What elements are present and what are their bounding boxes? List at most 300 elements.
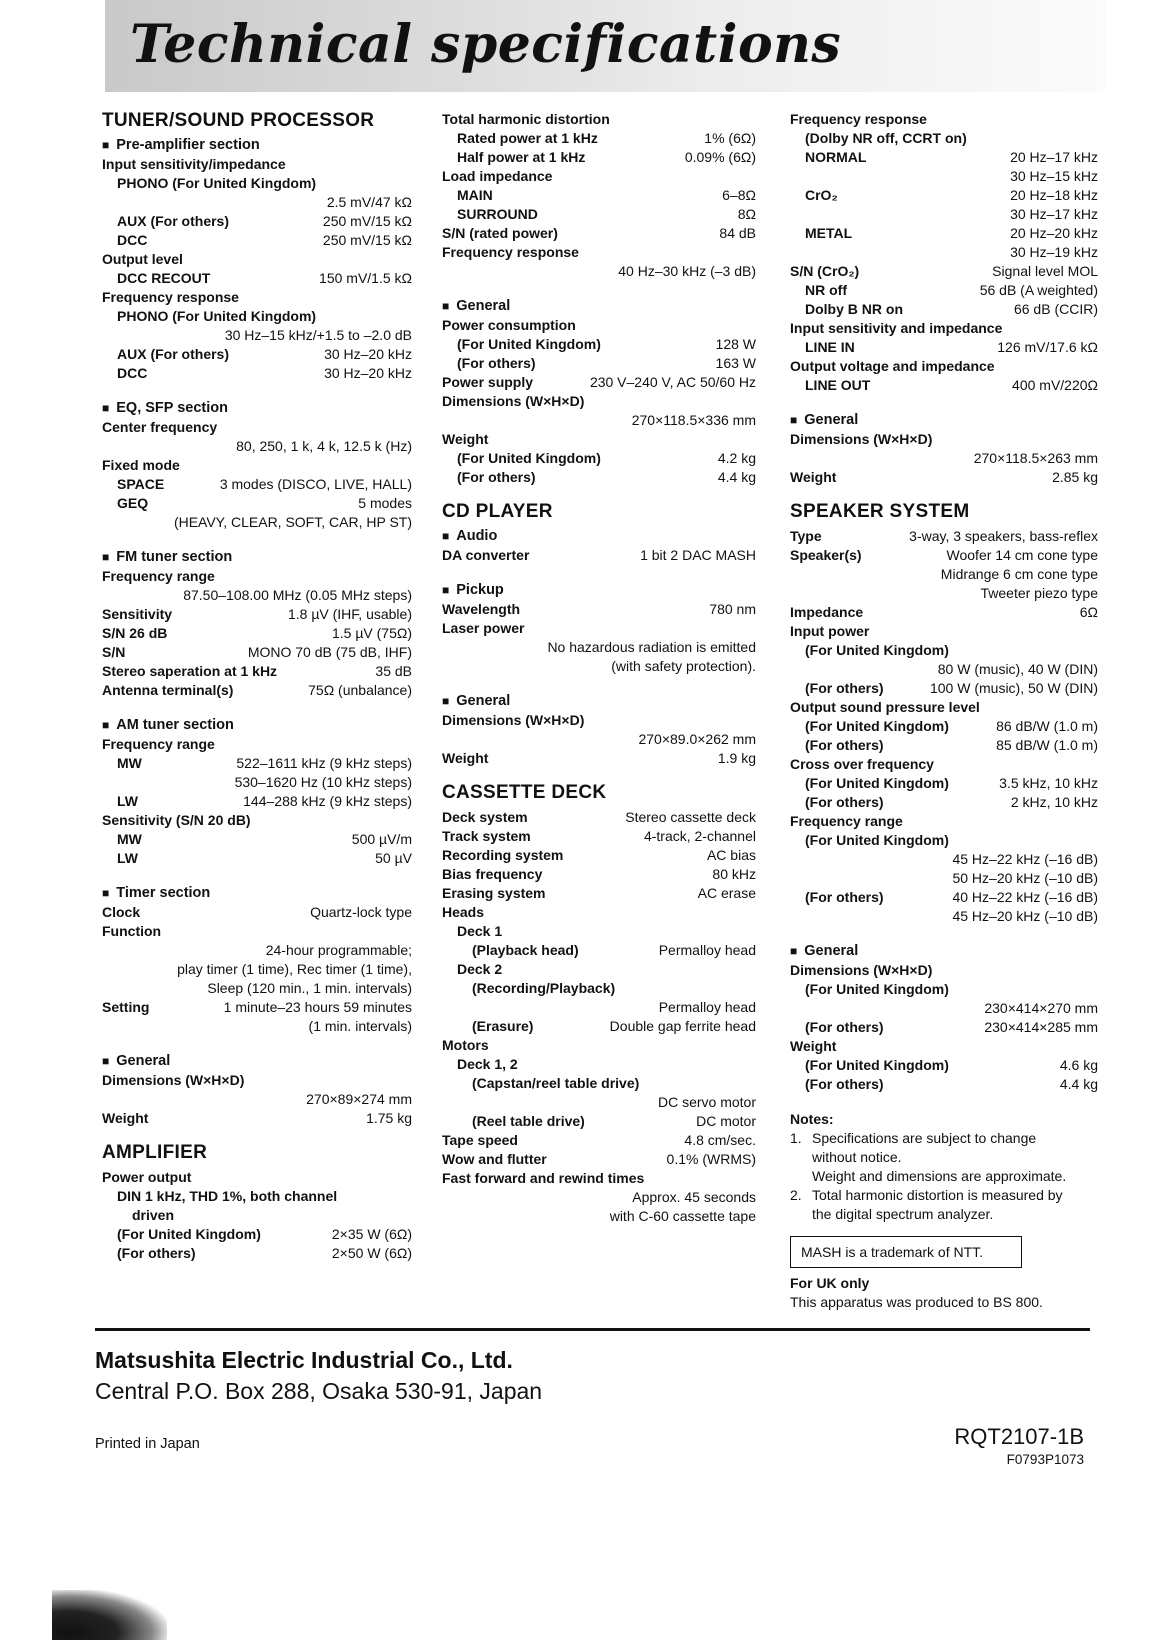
spec-row — [790, 888, 1098, 907]
spec-value: 0.1% (WRMS) — [666, 1151, 756, 1167]
spec-value: 230×414×285 mm — [984, 1019, 1098, 1035]
spec-label: Motors — [442, 1037, 489, 1053]
spec-label: Antenna terminal(s) — [102, 682, 234, 698]
spec-label: Frequency range — [102, 736, 215, 752]
spec-value: 530–1620 Hz (10 kHz steps) — [234, 774, 412, 790]
spec-label: Stereo saperation at 1 kHz — [102, 663, 278, 679]
spec-row — [442, 1055, 756, 1074]
spec-row — [790, 281, 1098, 300]
spec-value: 50 Hz–20 kHz (–10 dB) — [952, 870, 1098, 886]
spec-row — [442, 316, 756, 335]
spec-row — [442, 865, 756, 884]
spec-label: (For United Kingdom) — [805, 642, 949, 658]
spec-value: play timer (1 time), Rec timer (1 time), — [177, 961, 412, 977]
spec-value: 4.2 kg — [717, 450, 756, 466]
spec-row — [442, 600, 756, 619]
spec-label: Deck 1, 2 — [457, 1056, 518, 1072]
spec-label: Deck 2 — [457, 961, 503, 977]
spec-value: AC erase — [697, 885, 756, 901]
spec-row — [442, 373, 756, 392]
spec-row — [442, 846, 756, 865]
spec-value: 0.09% (6Ω) — [684, 149, 756, 165]
spec-label: SURROUND — [457, 206, 538, 222]
spec-row — [790, 262, 1098, 281]
spec-row — [442, 979, 756, 998]
subsection-heading: ■ Pickup — [442, 581, 756, 600]
spec-value: AC bias — [706, 847, 756, 863]
spec-row — [442, 941, 756, 960]
spec-row — [102, 1071, 412, 1090]
spec-row — [102, 830, 412, 849]
spec-value: 163 W — [715, 355, 756, 371]
spec-value: 45 Hz–20 kHz (–10 dB) — [952, 908, 1098, 924]
spec-value: 3 modes (DISCO, LIVE, HALL) — [219, 476, 412, 492]
spec-row — [102, 1225, 412, 1244]
spec-row — [102, 1187, 412, 1206]
note-text: without notice. — [812, 1149, 902, 1165]
spec-row — [442, 110, 756, 129]
spec-label: Cross over frequency — [790, 756, 934, 772]
spec-label: Frequency response — [442, 244, 579, 260]
spec-label: Fast forward and rewind times — [442, 1170, 645, 1186]
uk-only-title: For UK only — [790, 1275, 870, 1291]
spec-row — [790, 1018, 1098, 1037]
spec-value: 86 dB/W (1.0 m) — [996, 718, 1098, 734]
model-number: RQT2107-1B — [954, 1424, 1084, 1449]
spec-column-1 — [102, 110, 412, 1263]
notes-title: Notes: — [790, 1111, 834, 1127]
spec-value: 20 Hz–17 kHz — [1010, 149, 1098, 165]
spec-label: S/N — [102, 644, 126, 660]
spec-label: Weight — [102, 1110, 149, 1126]
spec-row — [102, 1206, 412, 1225]
subsection-heading: ■ Timer section — [102, 884, 412, 903]
spec-row — [790, 1037, 1098, 1056]
spec-row — [442, 1036, 756, 1055]
spec-label: (For United Kingdom) — [805, 775, 949, 791]
section-heading: CD PLAYER — [442, 501, 553, 522]
spec-value: Permalloy head — [658, 999, 756, 1015]
spec-label: Dimensions (W×H×D) — [442, 393, 585, 409]
spec-value: Woofer 14 cm cone type — [946, 547, 1098, 563]
spec-value: 1.8 µV (IHF, usable) — [287, 606, 412, 622]
note-text: the digital spectrum analyzer. — [812, 1206, 994, 1222]
spec-label: Deck 1 — [457, 923, 503, 939]
note-text: Weight and dimensions are approximate. — [812, 1168, 1067, 1184]
spec-row — [442, 884, 756, 903]
spec-row — [790, 468, 1098, 487]
spec-label: CrO₂ — [805, 187, 838, 203]
spec-value: 4-track, 2-channel — [643, 828, 756, 844]
scan-artifact — [52, 1590, 167, 1640]
spec-value: 250 mV/15 kΩ — [322, 232, 412, 248]
spec-value: 40 Hz–30 kHz (–3 dB) — [618, 263, 756, 279]
section-heading: AMPLIFIER — [102, 1142, 208, 1163]
spec-value: 1 bit 2 DAC MASH — [640, 547, 756, 563]
spec-row — [102, 155, 412, 174]
spec-label: (Playback head) — [472, 942, 579, 958]
spec-row — [790, 622, 1098, 641]
spec-label: Setting — [102, 999, 150, 1015]
spec-row — [790, 546, 1098, 565]
spec-value: 85 dB/W (1.0 m) — [996, 737, 1098, 753]
spec-value: 24-hour programmable; — [265, 942, 412, 958]
spec-row — [102, 1244, 412, 1263]
spec-label: (Dolby NR off, CCRT on) — [805, 130, 967, 146]
spec-row — [442, 619, 756, 638]
spec-label: (For others) — [805, 680, 884, 696]
spec-row — [102, 494, 412, 513]
spec-label: Frequency range — [102, 568, 215, 584]
spec-label: Recording system — [442, 847, 564, 863]
spec-label: Dimensions (W×H×D) — [102, 1072, 245, 1088]
spec-value: 80 W (music), 40 W (DIN) — [937, 661, 1098, 677]
spec-label: (For others) — [457, 469, 536, 485]
spec-label: (Erasure) — [472, 1018, 534, 1034]
spec-value: 30 Hz–20 kHz — [324, 365, 412, 381]
spec-value: 250 mV/15 kΩ — [322, 213, 412, 229]
spec-label: (For United Kingdom) — [805, 832, 949, 848]
spec-value: 780 nm — [709, 601, 756, 617]
spec-label: Track system — [442, 828, 531, 844]
spec-row — [102, 307, 412, 326]
spec-label: Laser power — [442, 620, 525, 636]
spec-value: 4.4 kg — [717, 469, 756, 485]
spec-value: 30 Hz–15 kHz/+1.5 to –2.0 dB — [224, 327, 412, 343]
spec-label: LW — [117, 793, 138, 809]
spec-row — [790, 1075, 1098, 1094]
spec-row — [442, 1131, 756, 1150]
subsection-heading: ■ AM tuner section — [102, 716, 412, 735]
spec-row — [790, 300, 1098, 319]
section-heading: CASSETTE DECK — [442, 782, 607, 803]
spec-value: 2×35 W (6Ω) — [331, 1226, 412, 1242]
spec-column-3 — [790, 110, 1098, 1312]
spec-row — [442, 430, 756, 449]
spec-label: Frequency response — [102, 289, 239, 305]
spec-value: 1.75 kg — [366, 1110, 412, 1126]
spec-row — [790, 698, 1098, 717]
spec-label: GEQ — [117, 495, 149, 511]
spec-row — [790, 319, 1098, 338]
spec-value: Permalloy head — [658, 942, 756, 958]
spec-row — [102, 681, 412, 700]
spec-row — [102, 754, 412, 773]
spec-value: 3-way, 3 speakers, bass-reflex — [909, 528, 1098, 544]
spec-label: MW — [117, 831, 142, 847]
spec-value: 126 mV/17.6 kΩ — [997, 339, 1098, 355]
spec-value: 150 mV/1.5 kΩ — [319, 270, 412, 286]
note-number: 2. — [790, 1187, 802, 1203]
spec-value: 45 Hz–22 kHz (–16 dB) — [952, 851, 1098, 867]
spec-label: Impedance — [790, 604, 864, 620]
spec-label: Sensitivity (S/N 20 dB) — [102, 812, 251, 828]
spec-row — [790, 338, 1098, 357]
spec-value: 84 dB — [719, 225, 756, 241]
spec-row — [102, 735, 412, 754]
spec-label: PHONO (For United Kingdom) — [117, 175, 317, 191]
spec-value: 75Ω (unbalance) — [308, 682, 412, 698]
spec-value: 2×50 W (6Ω) — [331, 1245, 412, 1261]
spec-label: Input sensitivity/impedance — [102, 156, 286, 172]
spec-value: DC servo motor — [657, 1094, 756, 1110]
spec-row — [790, 717, 1098, 736]
spec-label: Weight — [790, 1038, 837, 1054]
spec-row — [102, 903, 412, 922]
spec-label: Dolby B NR on — [805, 301, 903, 317]
spec-value: 230 V–240 V, AC 50/60 Hz — [589, 374, 756, 390]
spec-label: Weight — [442, 431, 489, 447]
spec-label: Weight — [442, 750, 489, 766]
spec-label: Deck system — [442, 809, 528, 825]
spec-row — [790, 129, 1098, 148]
spec-row — [790, 793, 1098, 812]
spec-row — [790, 1056, 1098, 1075]
spec-row — [442, 749, 756, 768]
spec-label: SPACE — [117, 476, 165, 492]
spec-row — [442, 335, 756, 354]
spec-value: 4.4 kg — [1059, 1076, 1098, 1092]
spec-row — [102, 1168, 412, 1187]
spec-row — [102, 922, 412, 941]
spec-label: Half power at 1 kHz — [457, 149, 586, 165]
spec-row — [102, 643, 412, 662]
spec-value: 2.5 mV/47 kΩ — [326, 194, 412, 210]
spec-value: Quartz-lock type — [310, 904, 412, 920]
spec-label: Dimensions (W×H×D) — [442, 712, 585, 728]
subsection-heading: ■ General — [790, 942, 1098, 961]
note-item — [790, 1186, 1098, 1205]
company-name: Matsushita Electric Industrial Co., Ltd. — [95, 1347, 513, 1373]
spec-value: 230×414×270 mm — [984, 1000, 1098, 1016]
spec-label: (Capstan/reel table drive) — [472, 1075, 640, 1091]
spec-label: Bias frequency — [442, 866, 543, 882]
spec-label: Clock — [102, 904, 141, 920]
note-text: Total harmonic distortion is measured by — [812, 1187, 1063, 1203]
spec-row — [102, 475, 412, 494]
spec-value: 6–8Ω — [722, 187, 756, 203]
spec-row — [102, 792, 412, 811]
spec-value: Approx. 45 seconds — [632, 1189, 756, 1205]
spec-label: PHONO (For United Kingdom) — [117, 308, 317, 324]
spec-label: (For United Kingdom) — [805, 1057, 949, 1073]
spec-row — [790, 812, 1098, 831]
spec-row — [790, 980, 1098, 999]
spec-label: LINE OUT — [805, 377, 871, 393]
note-text: Specifications are subject to change — [812, 1130, 1037, 1146]
spec-value: 56 dB (A weighted) — [979, 282, 1098, 298]
spec-value: Sleep (120 min., 1 min. intervals) — [207, 980, 412, 996]
spec-label: (For United Kingdom) — [117, 1226, 261, 1242]
spec-label: (For others) — [805, 794, 884, 810]
subsection-heading: ■ General — [102, 1052, 412, 1071]
spec-row — [442, 1074, 756, 1093]
spec-label: (For United Kingdom) — [457, 336, 601, 352]
spec-label: S/N 26 dB — [102, 625, 168, 641]
spec-value: 80 kHz — [712, 866, 756, 882]
spec-value: 35 dB — [375, 663, 412, 679]
spec-value: (HEAVY, CLEAR, SOFT, CAR, HP ST) — [173, 514, 412, 530]
spec-label: Sensitivity — [102, 606, 173, 622]
spec-row — [102, 288, 412, 307]
spec-label: Wavelength — [442, 601, 521, 617]
spec-row — [442, 903, 756, 922]
printed-in: Printed in Japan — [95, 1436, 200, 1452]
spec-column-2 — [442, 110, 756, 1226]
spec-label: Input power — [790, 623, 870, 639]
spec-value: 1.9 kg — [717, 750, 756, 766]
spec-label: DIN 1 kHz, THD 1%, both channel — [117, 1188, 338, 1204]
spec-row — [790, 736, 1098, 755]
spec-value: 4.8 cm/sec. — [684, 1132, 756, 1148]
spec-row — [790, 603, 1098, 622]
spec-label: Function — [102, 923, 162, 939]
spec-label: Erasing system — [442, 885, 546, 901]
spec-value: 6Ω — [1079, 604, 1098, 620]
spec-label: Output level — [102, 251, 183, 267]
spec-row — [102, 231, 412, 250]
spec-label: DCC — [117, 365, 148, 381]
spec-value: 4.6 kg — [1059, 1057, 1098, 1073]
page-title: Technical specifications — [130, 14, 842, 75]
spec-label: DCC RECOUT — [117, 270, 211, 286]
subsection-heading: ■ General — [442, 692, 756, 711]
spec-value: 100 W (music), 50 W (DIN) — [929, 680, 1098, 696]
spec-label: S/N (CrO₂) — [790, 263, 860, 279]
subsection-heading: ■ EQ, SFP section — [102, 399, 412, 418]
spec-value: 30 Hz–19 kHz — [1010, 244, 1098, 260]
spec-label: Speaker(s) — [790, 547, 862, 563]
spec-label: Heads — [442, 904, 485, 920]
spec-value: 80, 250, 1 k, 4 k, 12.5 k (Hz) — [236, 438, 412, 454]
spec-row — [442, 922, 756, 941]
spec-row — [102, 849, 412, 868]
spec-value: 270×89×274 mm — [306, 1091, 412, 1107]
uk-only-text: This apparatus was produced to BS 800. — [790, 1294, 1043, 1310]
spec-label: (Reel table drive) — [472, 1113, 585, 1129]
spec-value: 30 Hz–20 kHz — [324, 346, 412, 362]
spec-value: 40 Hz–22 kHz (–16 dB) — [952, 889, 1098, 905]
spec-label: Power output — [102, 1169, 192, 1185]
spec-label: Load impedance — [442, 168, 553, 184]
spec-label: NORMAL — [805, 149, 867, 165]
spec-row — [102, 250, 412, 269]
spec-row — [442, 167, 756, 186]
spec-value: with C-60 cassette tape — [609, 1208, 756, 1224]
spec-label: DA converter — [442, 547, 530, 563]
spec-row — [442, 205, 756, 224]
spec-row — [102, 345, 412, 364]
spec-row — [790, 755, 1098, 774]
spec-row — [790, 641, 1098, 660]
spec-row — [790, 110, 1098, 129]
spec-label: (For others) — [457, 355, 536, 371]
spec-row — [442, 960, 756, 979]
spec-label: Tape speed — [442, 1132, 518, 1148]
spec-row — [442, 243, 756, 262]
spec-label: Frequency range — [790, 813, 903, 829]
spec-value: MONO 70 dB (75 dB, IHF) — [247, 644, 412, 660]
spec-row — [102, 364, 412, 383]
spec-label: Dimensions (W×H×D) — [790, 431, 933, 447]
spec-label: NR off — [805, 282, 847, 298]
spec-row — [790, 774, 1098, 793]
spec-label: Dimensions (W×H×D) — [790, 962, 933, 978]
spec-value: 270×89.0×262 mm — [638, 731, 756, 747]
spec-label: (For others) — [805, 1076, 884, 1092]
spec-label: Total harmonic distortion — [442, 111, 610, 127]
spec-row — [442, 546, 756, 565]
spec-value: (with safety protection). — [611, 658, 756, 674]
spec-value: 66 dB (CCIR) — [1013, 301, 1098, 317]
note-item — [790, 1129, 1098, 1148]
spec-label: (For others) — [805, 737, 884, 753]
spec-label: Rated power at 1 kHz — [457, 130, 598, 146]
subsection-heading: ■ Audio — [442, 527, 756, 546]
spec-value: Double gap ferrite head — [609, 1018, 756, 1034]
spec-row — [102, 998, 412, 1017]
spec-label: S/N (rated power) — [442, 225, 558, 241]
spec-row — [442, 148, 756, 167]
spec-value: (1 min. intervals) — [308, 1018, 412, 1034]
notes-section — [790, 1110, 1098, 1312]
spec-label: Power supply — [442, 374, 534, 390]
spec-label: Input sensitivity and impedance — [790, 320, 1003, 336]
subsection-heading: ■ General — [790, 411, 1098, 430]
spec-row — [442, 1112, 756, 1131]
spec-row — [442, 129, 756, 148]
spec-value: 2.85 kg — [1052, 469, 1098, 485]
spec-label: METAL — [805, 225, 853, 241]
spec-row — [790, 430, 1098, 449]
spec-value: No hazardous radiation is emitted — [547, 639, 756, 655]
spec-value: 87.50–108.00 MHz (0.05 MHz steps) — [183, 587, 412, 603]
spec-value: 270×118.5×336 mm — [631, 412, 756, 428]
spec-row — [790, 224, 1098, 243]
spec-label: MAIN — [457, 187, 493, 203]
spec-label: Fixed mode — [102, 457, 180, 473]
spec-row — [790, 679, 1098, 698]
spec-label: (For United Kingdom) — [805, 718, 949, 734]
spec-row — [442, 468, 756, 487]
spec-value: 400 mV/220Ω — [1012, 377, 1098, 393]
spec-label: MW — [117, 755, 142, 771]
spec-row — [442, 392, 756, 411]
spec-label: (For others) — [117, 1245, 196, 1261]
spec-value: Signal level MOL — [992, 263, 1098, 279]
spec-label: Output voltage and impedance — [790, 358, 995, 374]
spec-value: 128 W — [715, 336, 756, 352]
spec-label: (Recording/Playback) — [472, 980, 616, 996]
spec-row — [790, 961, 1098, 980]
spec-label: (For United Kingdom) — [457, 450, 601, 466]
spec-row — [790, 376, 1098, 395]
spec-value: 2 kHz, 10 kHz — [1010, 794, 1098, 810]
spec-label: LW — [117, 850, 138, 866]
spec-label: AUX (For others) — [117, 213, 229, 229]
spec-row — [102, 1109, 412, 1128]
spec-value: 1.5 µV (75Ω) — [331, 625, 412, 641]
spec-value: 30 Hz–15 kHz — [1010, 168, 1098, 184]
spec-row — [102, 456, 412, 475]
spec-row — [442, 711, 756, 730]
company-address: Central P.O. Box 288, Osaka 530-91, Japan — [95, 1378, 543, 1404]
spec-row — [442, 808, 756, 827]
section-heading: SPEAKER SYSTEM — [790, 501, 970, 522]
section-heading: TUNER/SOUND PROCESSOR — [102, 110, 375, 131]
spec-value: 8Ω — [737, 206, 756, 222]
note-number: 1. — [790, 1130, 802, 1146]
